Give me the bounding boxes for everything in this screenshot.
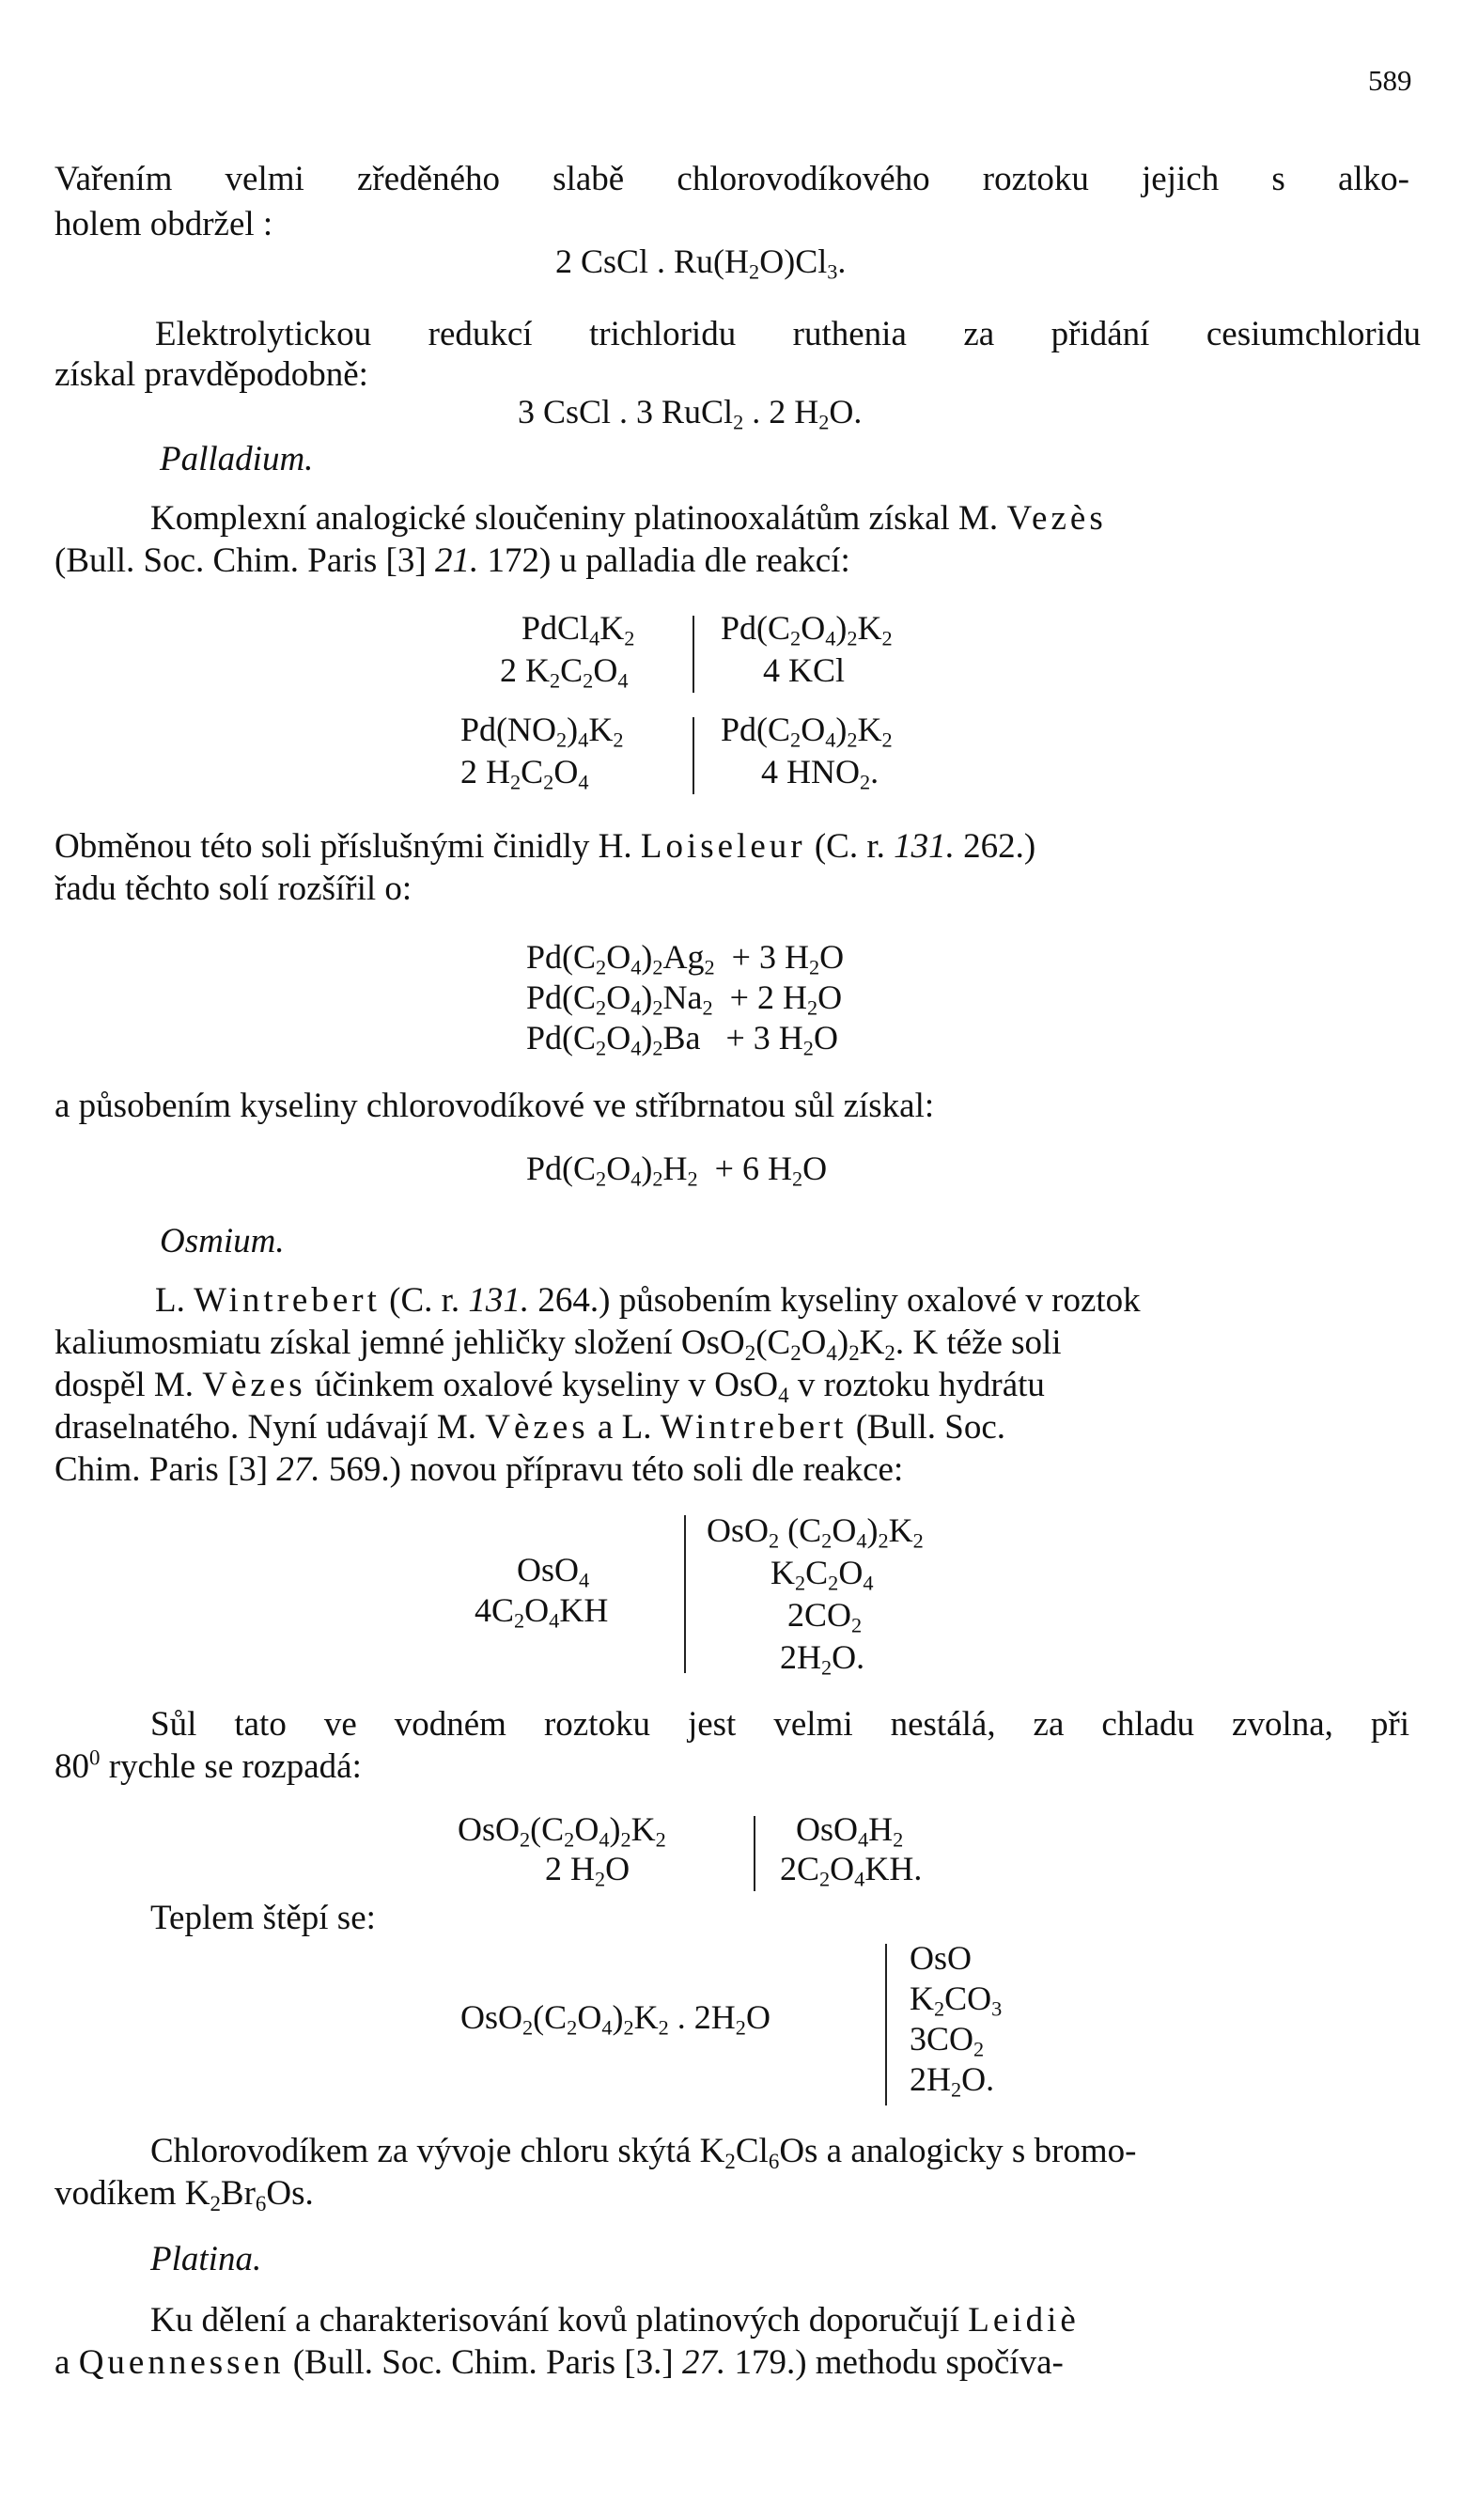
formula: 2 $K_2C_2O_4$: [500, 651, 629, 693]
formula: $2H_2O$.: [910, 2060, 995, 2102]
formula: $Pd(C_2O_4)_2K_2$: [721, 609, 893, 650]
author-name: Vèzes: [485, 1408, 589, 1447]
text-line: a Quennessen (Bull. Soc. Chim. Paris [3.] 27. 179.) methodu spočíva-: [54, 2343, 1064, 2382]
formula: $PdCl_4K_2$: [521, 609, 635, 650]
text-line: Sůl tato ve vodném roztoku jest velmi nestálá, za chladu zvolna, při: [150, 1705, 1409, 1744]
text-line: (Bull. Soc. Chim. Paris [3] 21. 172) u palladia dle reakcí:: [54, 541, 850, 580]
formula: 2 CsCl . $Ru(H_2O)Cl_3$.: [555, 243, 847, 284]
formula: OsO: [910, 1939, 973, 1977]
text-line: kaliumosmiatu získal jemné jehličky složení $OsO_2(C_2O_4)_2K_2$. K téže soli: [54, 1323, 1062, 1365]
text-line: a působením kyseliny chlorovodíkové ve stříbrnatou sůl získal:: [54, 1087, 935, 1125]
author-name: Leidiè: [968, 2301, 1080, 2340]
text-line: dospěl M. Vèzes účinkem oxalové kyseliny v OsO$_4$ v roztoku hydrátu: [54, 1366, 1045, 1407]
formula: $OsO_2(C_2O_4)_2K_2$: [458, 1810, 666, 1852]
text-line: Elektrolytickou redukcí trichloridu ruthenia za přidání cesiumchloridu: [155, 315, 1421, 353]
formula: $Pd(C_2O_4)_2K_2$: [721, 711, 893, 752]
formula: $Pd(C_2O_4)_2Ag_2 + 3$ $H_2O$: [526, 938, 845, 979]
text-line: Chim. Paris [3] 27. 569.) novou přípravu této soli dle reakce:: [54, 1450, 904, 1489]
formula: OsO$_2$ $(C_2O_4)_2K_2$: [707, 1511, 924, 1553]
formula: $K_2CO_3$: [910, 1980, 1003, 2021]
author-name: Wintrebert: [194, 1281, 381, 1320]
text-line: $80^0$ rychle se rozpadá:: [54, 1745, 362, 1786]
formula: $2H_2O$.: [780, 1638, 865, 1680]
text-line: Komplexní analogické sloučeniny platinooxalátům získal M. Vezès: [150, 499, 1107, 538]
author-name: Vèzes: [202, 1366, 306, 1404]
author-name: Quennessen: [78, 2343, 285, 2382]
reaction-divider: [885, 1944, 887, 2105]
formula: $Pd(C_2O_4)_2Ba + 3$ $H_2O$: [526, 1019, 838, 1060]
author-name: Loiseleur: [640, 827, 806, 866]
formula: $OsO_2(C_2O_4)_2K_2$ . $2H_2O$: [460, 1998, 770, 2040]
formula: 2 $H_2O$: [545, 1850, 630, 1891]
author-name: Wintrebert: [660, 1408, 848, 1447]
formula: $K_2C_2O_4$: [770, 1554, 874, 1595]
section-heading: Osmium.: [160, 1222, 285, 1260]
reaction-divider: [693, 616, 694, 693]
formula: $OsO_4H_2$: [796, 1810, 904, 1852]
author-name: Vezès: [1006, 499, 1107, 538]
formula: $2C_2O_4KH$.: [780, 1850, 923, 1891]
text-line: draselnatého. Nyní udávají M. Vèzes a L. Wintrebert (Bull. Soc.: [54, 1408, 1006, 1447]
formula: $4C_2O_4KH$: [475, 1591, 609, 1633]
formula: 3 CsCl . 3 RuCl$_2$ . 2 $H_2O$.: [518, 393, 863, 434]
formula: $2CO_2$: [787, 1596, 863, 1637]
section-heading: Palladium.: [160, 440, 314, 478]
formula: OsO$_4$: [517, 1551, 590, 1592]
section-heading: Platina.: [150, 2240, 262, 2278]
formula: $3CO_2$: [910, 2020, 985, 2061]
page-number: 589: [1368, 64, 1412, 97]
text-line: Vařením velmi zředěného slabě chlorovodíkového roztoku jejich s alko-: [54, 160, 1409, 198]
formula: $Pd(C_2O_4)_2H_2 + 6$ $H_2O$: [526, 1150, 828, 1191]
text-line: holem obdržel :: [54, 205, 273, 243]
reaction-divider: [693, 717, 694, 794]
text-line: řadu těchto solí rozšířil o:: [54, 869, 412, 908]
formula: 2 $H_2C_2O_4$: [460, 753, 589, 794]
text-line: Chlorovodíkem za vývoje chloru skýtá $K_2Cl_6Os$ a analogicky s bromo-: [150, 2132, 1137, 2173]
formula: $Pd(C_2O_4)_2Na_2 + 2$ $H_2O$: [526, 978, 843, 1020]
text-line: Ku dělení a charakterisování kovů platinových doporučují Leidiè: [150, 2301, 1080, 2340]
reaction-divider: [684, 1515, 686, 1673]
formula: 4 $HNO_2$.: [761, 753, 879, 794]
formula: 4 KCl: [763, 651, 846, 689]
text-line: vodíkem $K_2Br_6Os$.: [54, 2174, 314, 2215]
text-line: Teplem štěpí se:: [150, 1899, 376, 1937]
text-line: Obměnou této soli příslušnými činidly H. Loiseleur (C. r. 131. 262.): [54, 827, 1036, 866]
reaction-divider: [754, 1816, 755, 1891]
text-line: získal pravděpodobně:: [54, 355, 368, 394]
formula: $Pd(NO_2)_4K_2$: [460, 711, 624, 752]
text-line: L. Wintrebert (C. r. 131. 264.) působením kyseliny oxalové v roztok: [155, 1281, 1141, 1320]
